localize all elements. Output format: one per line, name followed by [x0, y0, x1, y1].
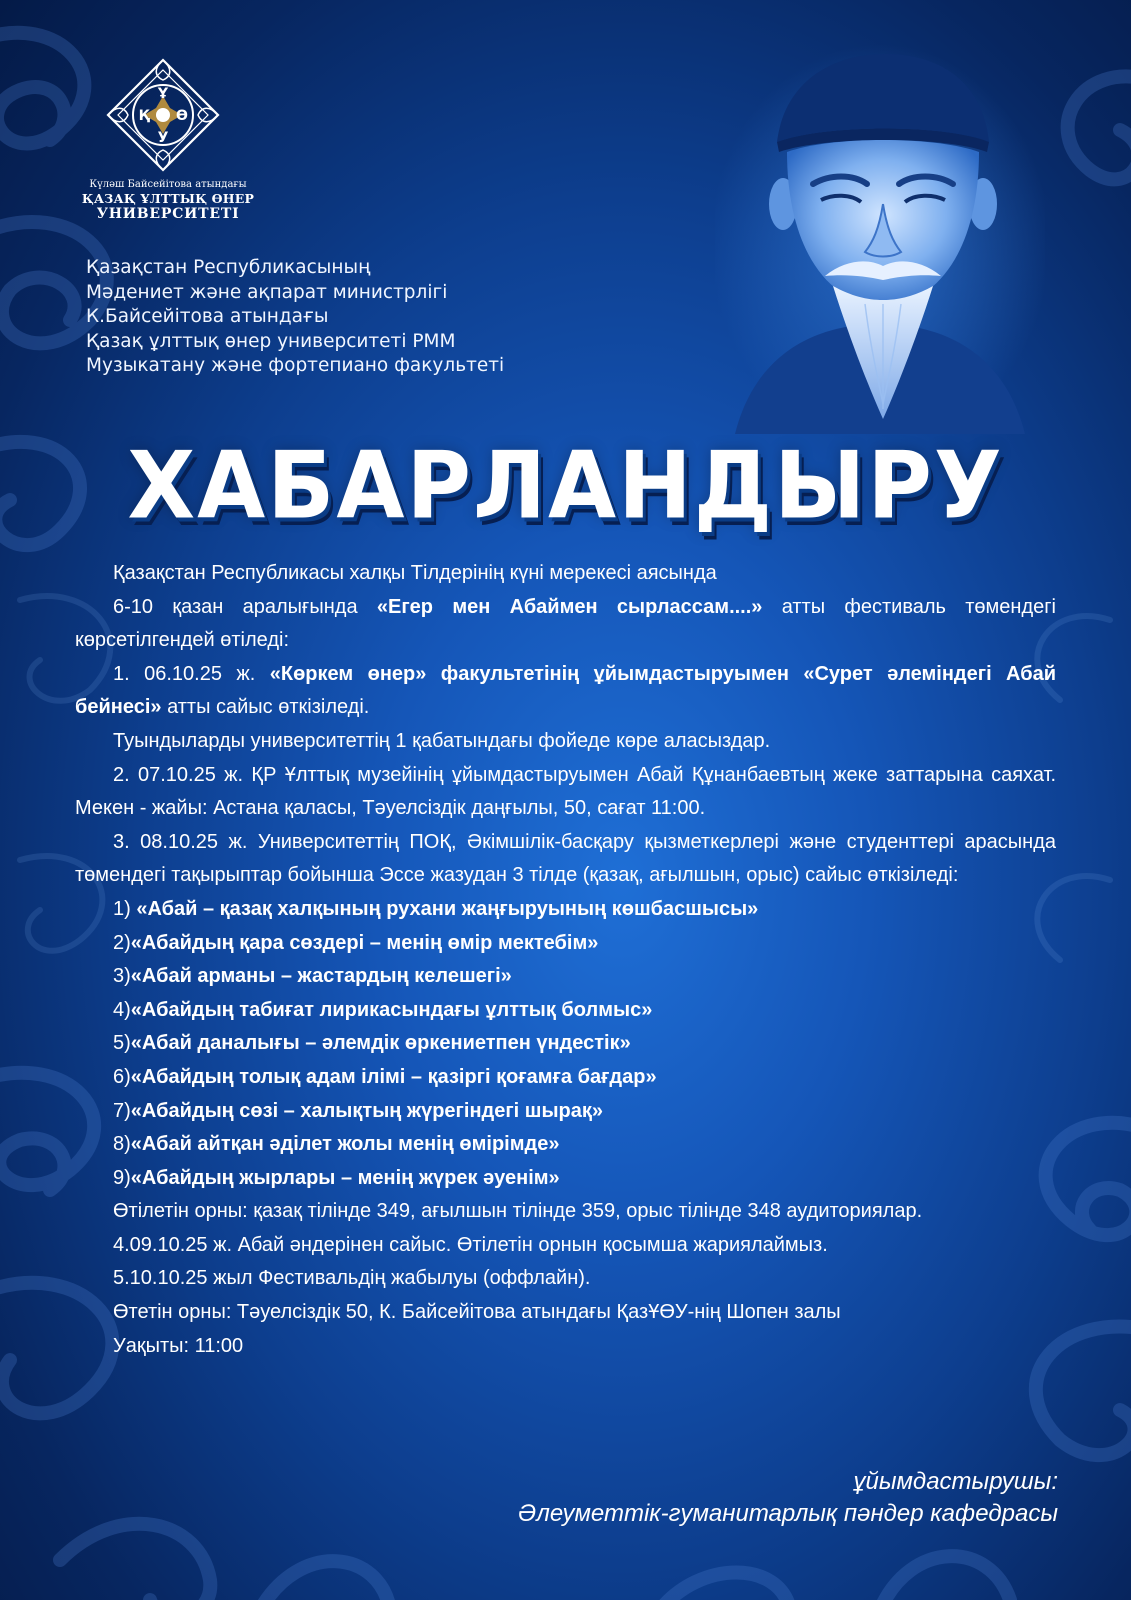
organizer-label: ұйымдастырушы: — [853, 1468, 1058, 1495]
organization-block — [86, 256, 546, 379]
intro-paragraph: Қазақстан Республикасы халқы Тілдерінің күні мерекесі аясында — [113, 562, 717, 584]
event-item-5-time: Уақыты: 11:00 — [113, 1334, 244, 1357]
event-item-1-title: «Көркем өнер» факультетінің ұйымдастыруымен «Сурет әлеміндегі Абай бейнесі» — [75, 662, 1057, 719]
page-title: ХАБАРЛАНДЫРУ — [127, 431, 1004, 540]
organizer-block — [518, 1466, 1058, 1530]
logo-letter-top: Ұ — [157, 86, 169, 102]
organizer-name: Әлеуметтік-гуманитарлық пәндер кафедрасы — [517, 1500, 1058, 1527]
event-item-5-venue: Өтетін орны: Тәуелсіздік 50, К. Байсейітова атындағы ҚазҰӨУ-нің Шопен залы — [113, 1301, 841, 1324]
topic-item: 6)«Абайдың толық адам ілімі – қазіргі қоғамға бағдар» — [113, 1065, 657, 1088]
event-item-2: 2. 07.10.25 ж. ҚР Ұлттық музейінің ұйымдастыруымен Абай Құнанбаевтың жеке заттарына саяхат. Мекен - жайы: Астана қаласы, Тәуелсіздік даңғылы, 50, сағат 11:00. — [75, 763, 1056, 820]
event-item-3: 3. 08.10.25 ж. Университеттің ПОҚ, Әкімшілік-басқару қызметкерлері және студенттері арасында төмендегі тақырыптар бойынша Эссе жазудан 3 тілде (қазақ, ағылшын, орыс) сайыс өткізіледі: — [75, 830, 1056, 887]
logo-letter-bottom: У — [157, 130, 169, 146]
topic-item: 4)«Абайдың табиғат лирикасындағы ұлттық болмыс» — [113, 998, 653, 1021]
university-name-line2: ҚАЗАҚ ҰЛТТЫҚ ӨНЕР — [81, 191, 255, 206]
university-logo — [104, 56, 222, 174]
event-item-3-venue: Өтілетін орны: қазақ тілінде 349, ағылшын тілінде 359, орыс тілінде 348 аудиториялар. — [113, 1200, 923, 1223]
university-name-line3: УНИВЕРСИТЕТІ — [96, 206, 240, 222]
organization-line: Қазақ ұлттық өнер университеті РММ — [86, 330, 456, 352]
announcement-body — [75, 557, 1056, 1363]
event-item-4: 4.09.10.25 ж. Абай әндерінен сайыс. Өтілетін орнын қосымша жариялаймыз. — [113, 1233, 828, 1256]
event-item-1-note: Туындыларды университеттің 1 қабатындағы фойеде көре аласыздар. — [113, 729, 771, 752]
topic-item: 7)«Абайдың сөзі – халықтың жүрегіндегі шырақ» — [113, 1099, 604, 1122]
event-item-5: 5.10.10.25 жыл Фестивальдің жабылуы (оффлайн). — [113, 1267, 591, 1290]
topic-item: 5)«Абай даналығы – әлемдік өркениетпен үндестік» — [113, 1032, 631, 1055]
organization-line: Мәдениет және ақпарат министрлігі — [86, 281, 448, 303]
topic-item: 9)«Абайдың жырлары – менің жүрек әуенім» — [113, 1166, 560, 1189]
logo-letter-left: Қ — [138, 108, 150, 124]
topic-item: 1) «Абай – қазақ халқының рухани жаңғыруының көшбасшысы» — [113, 897, 759, 920]
abai-portrait — [715, 24, 1045, 434]
organization-line: К.Байсейітова атындағы — [86, 306, 329, 328]
logo-letter-right: Ө — [176, 108, 188, 124]
university-name-line1: Күләш Байсейітова атындағы — [89, 179, 247, 190]
topic-item: 3)«Абай арманы – жастардың келешегі» — [113, 965, 512, 988]
event-item-1: 1. 06.10.25 ж. «Көркем өнер» факультетінің ұйымдастыруымен «Сурет әлеміндегі Абай бейнесі» атты сайыс өткізіледі. — [75, 662, 1057, 719]
organization-line: Музыкатану және фортепиано факультеті — [86, 355, 505, 377]
topic-item: 2)«Абайдың қара сөздері – менің өмір мектебім» — [113, 931, 599, 954]
festival-name: «Егер мен Абаймен сырлассам....» — [376, 595, 763, 618]
organization-line: Қазақстан Республикасының — [86, 257, 371, 278]
university-name — [78, 178, 258, 223]
intro-festival: 6-10 қазан аралығында «Егер мен Абаймен сырлассам....» атты фестиваль төмендегі көрсетілгендей өтіледі: — [75, 595, 1056, 652]
topic-item: 8)«Абай айтқан әділет жолы менің өмірімде» — [113, 1133, 560, 1156]
